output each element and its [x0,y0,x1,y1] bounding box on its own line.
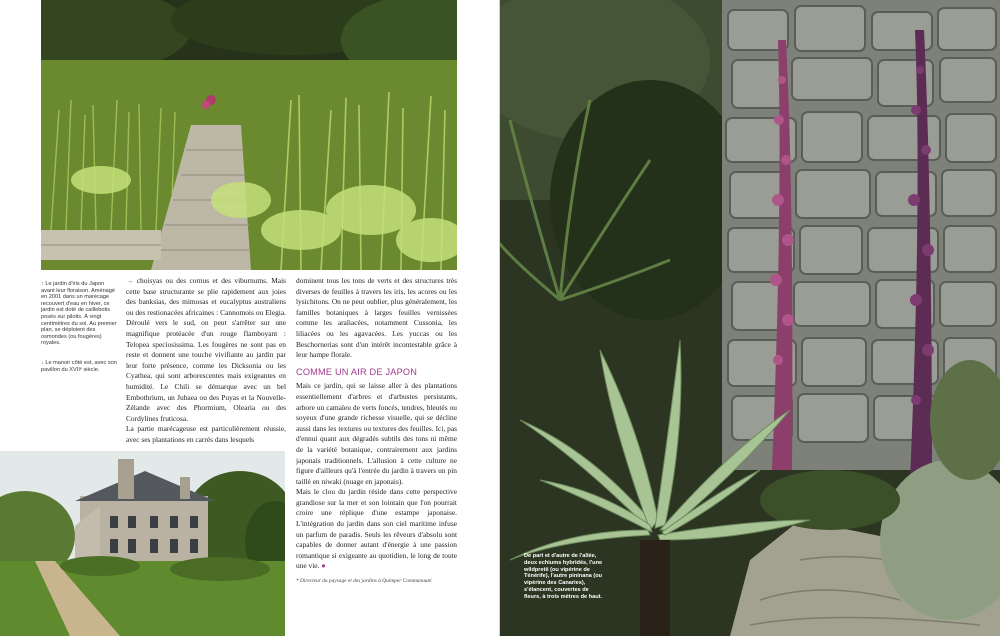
manor-photo [0,451,285,636]
caption-echiums: De part et d'autre de l'allée, deux echiums hybridés, l'une wildpretii (ou vipérine de Ténérife), l'autre pininana (ou vipérine des Canaries), s'élancent, couvertes de fleurs, à trois mètres de haut. [524,553,603,600]
caption-text: Le jardin d'iris du Japon avant leur floraison. Aménagé en 2001 dans un marécage recouvert d'eau en hiver, ce jardin est doté de caillebotis posés sur pilotis. À vingt centimètres du sol. Au premier plan, se déploient des osmondes (ou fougères) royales. [41,281,117,347]
japanese-iris-garden-photo [41,0,457,270]
paragraph: dominent tous les tons de verts et des structures très diverses de feuilles à travers les iris, les acores ou les lysichitons. On ne peut oublier, plus généralement, les familles botaniques à larges feuilles vernissées comme les araliacées, notamment Cussonia, les liliacées ou les agavacées. Les yuccas ou les Beschornerias sont d'un intérêt incontestable grâce à leur hampe florale. [296,276,457,360]
paragraph [296,487,457,572]
end-of-article-icon: ● [321,561,326,571]
caption-manor [41,360,119,373]
paragraph: Mais ce jardin, qui se laisse aller à des plantations essentiellement d'arbres et d'arbustes persistants, arbore un camaïeu de verts foncés, tendres, bleutés ou soyeux d'une grande richesse visuelle, qui se décline aussi dans les textures ou textures des feuilles. Ici, pas d'ennui quant aux dégradés subtils des tons ni même de la variété botanique, contrairement aux jardins japonais traditionnels. L'allusion à cette culture ne figure d'ailleurs qu'à l'entrée du jardin à travers un pin taillé en niwaki (nuage en japonais). [296,381,457,486]
manor-illustration [0,451,285,636]
article-column-2 [296,276,457,572]
caption-arrow-up-icon: ↑ [41,281,44,287]
article-column-1 [126,276,286,446]
echium-stone-wall-photo [500,0,1000,636]
footnote: * Directeur du paysage et des jardins à Quimper Communauté. [296,578,433,584]
continuation-arrow-icon: → [126,276,134,285]
right-page [500,0,1000,636]
paragraph [126,276,286,424]
paragraph-text: Mais le clou du jardin réside dans cette perspective grandiose sur la mer et son lointain que l'on pourrait croire une réplique d'une estampe japonaise. L'intégration du jardin dans son ciel maritime infuse un parfum de paradis. Seuls les rêveurs d'absolu sont capables de donner autant d'énergie à une passion romantique si exigeante au quotidien, le long de toute une vie. [296,487,457,571]
caption-text: Le manoir côté est, avec son pavillon du XVIIᵉ siècle. [41,360,117,373]
paragraph-text: choisyas ou des cornus et des viburnums. Mais cette base structurante se plie rapidement aux joies des banksias, des mimosas et eucalyptus australiens ou des restionacées africaines : Cannomois ou Elegia. Déroulé vers le sud, on peut s'arrêter sur une magnifique protéacée d'un rouge flamboyant : Telopea speciosissima. Les fougères ne sont pas en reste et donnent une touche vivifiante au jardin par leur forte présence, comme les Dicksonia ou les Cyathea, qui sont arborescentes mais exigeantes en humidité. Le Chili se démarque avec un bel Embothrium, un Jubaea ou des Puyas et la Nouvelle-Zélande avec des Phormium, Olearia ou des Cordylines fruticosa. [126,276,286,423]
caption-iris-garden [41,281,119,347]
garden-illustration [41,0,457,270]
paragraph: La partie marécageuse est particulièrement réussie, avec ses plantations en carrés dans lesquels [126,424,286,444]
section-heading: COMME UN AIR DE JAPON [296,366,418,377]
caption-arrow-down-icon: ↓ [41,360,44,366]
